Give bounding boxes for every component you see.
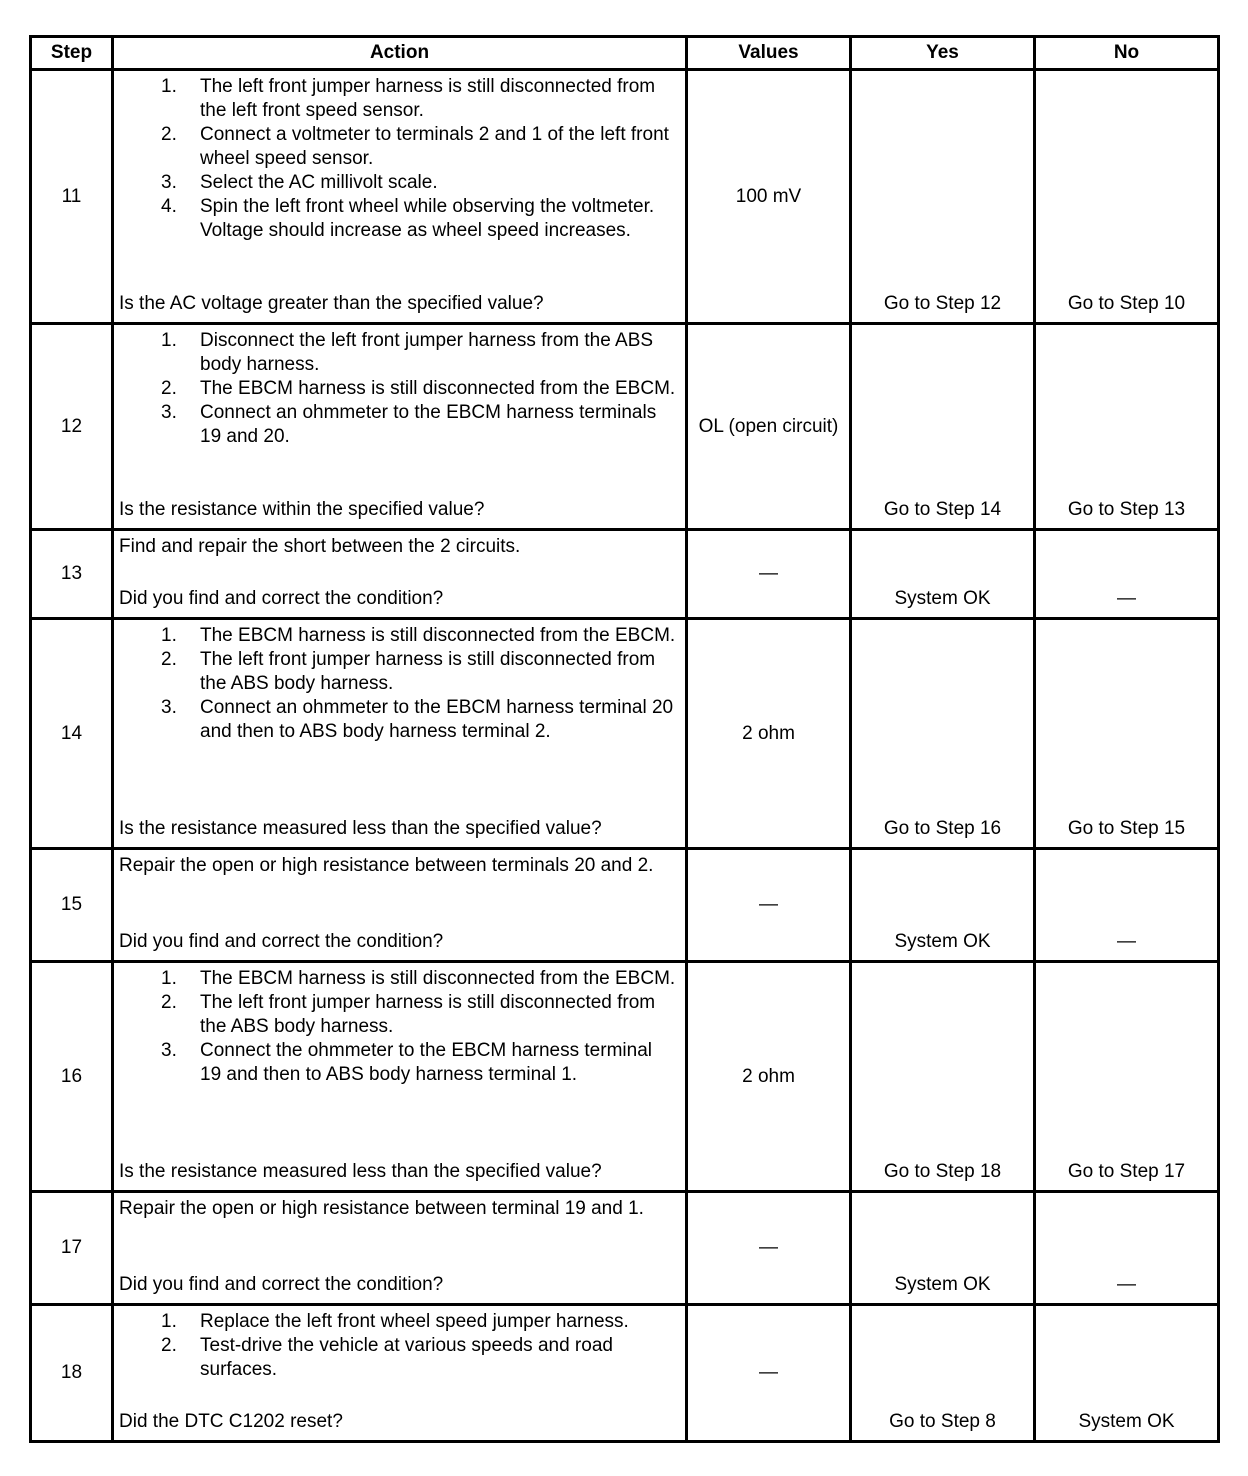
yes-cell: Go to Step 12 — [851, 70, 1035, 324]
action-question: Is the resistance measured less than the specified value? — [119, 1161, 602, 1182]
value-cell: 2 ohm — [687, 962, 851, 1192]
no-cell: Go to Step 13 — [1035, 324, 1219, 530]
no-cell: — — [1035, 1192, 1219, 1305]
action-question: Did you find and correct the condition? — [119, 931, 444, 952]
steps-list — [119, 624, 677, 744]
list-item — [119, 696, 677, 744]
action-question: Did you find and correct the condition? — [119, 1274, 444, 1295]
step-number: 17 — [31, 1192, 113, 1305]
value-cell: — — [687, 1305, 851, 1442]
list-item — [119, 195, 677, 243]
list-item-text: The left front jumper harness is still disconnected from the ABS body harness. — [200, 992, 656, 1037]
list-item-text: Connect an ohmmeter to the EBCM harness terminals 19 and 20. — [200, 402, 657, 447]
yes-cell: System OK — [851, 1192, 1035, 1305]
list-item-number: 2. — [161, 378, 177, 399]
list-item-text: Spin the left front wheel while observing the voltmeter. Voltage should increase as wheel speed increases. — [200, 196, 655, 241]
table-row — [31, 70, 1219, 324]
no-cell: — — [1035, 530, 1219, 619]
list-item — [119, 75, 677, 123]
list-item-number: 2. — [161, 1335, 177, 1356]
list-item-text: Disconnect the left front jumper harness from the ABS body harness. — [200, 330, 654, 375]
value-cell: — — [687, 1192, 851, 1305]
value-cell: 2 ohm — [687, 619, 851, 849]
list-item-number: 1. — [161, 76, 177, 97]
step-number: 11 — [31, 70, 113, 324]
value-cell: — — [687, 530, 851, 619]
yes-cell: Go to Step 14 — [851, 324, 1035, 530]
no-cell: — — [1035, 849, 1219, 962]
header-action: Action — [113, 37, 687, 70]
list-item-number: 1. — [161, 968, 177, 989]
action-question: Is the resistance within the specified value? — [119, 499, 485, 520]
list-item-text: Connect the ohmmeter to the EBCM harness terminal 19 and then to ABS body harness terminal 1. — [200, 1040, 652, 1085]
action-body — [119, 624, 677, 744]
list-item-number: 1. — [161, 1311, 177, 1332]
list-item-number: 3. — [161, 697, 177, 718]
action-question: Is the resistance measured less than the specified value? — [119, 818, 602, 839]
yes-cell: System OK — [851, 849, 1035, 962]
step-number: 16 — [31, 962, 113, 1192]
list-item — [119, 123, 677, 171]
action-body — [119, 535, 677, 559]
header-yes: Yes — [851, 37, 1035, 70]
list-item-number: 3. — [161, 402, 177, 423]
value-cell: OL (open circuit) — [687, 324, 851, 530]
list-item-number: 2. — [161, 992, 177, 1013]
step-number: 12 — [31, 324, 113, 530]
list-item-text: Select the AC millivolt scale. — [200, 172, 438, 193]
steps-list — [119, 329, 677, 449]
header-row — [31, 37, 1219, 70]
list-item-number: 1. — [161, 330, 177, 351]
list-item-number: 2. — [161, 649, 177, 670]
list-item — [119, 377, 677, 401]
action-body — [119, 1197, 677, 1221]
table-row — [31, 849, 1219, 962]
list-item — [119, 967, 677, 991]
value-cell: 100 mV — [687, 70, 851, 324]
list-item-text: Test-drive the vehicle at various speeds and road surfaces. — [200, 1335, 613, 1380]
action-cell — [113, 530, 687, 619]
action-body — [119, 967, 677, 1087]
list-item-text: The EBCM harness is still disconnected from the EBCM. — [200, 378, 676, 399]
step-number: 13 — [31, 530, 113, 619]
no-cell: System OK — [1035, 1305, 1219, 1442]
list-item — [119, 329, 677, 377]
list-item — [119, 1334, 677, 1382]
action-cell — [113, 324, 687, 530]
list-item-text: Connect a voltmeter to terminals 2 and 1 of the left front wheel speed sensor. — [200, 124, 669, 169]
list-item-text: The EBCM harness is still disconnected from the EBCM. — [200, 625, 676, 646]
steps-list — [119, 75, 677, 243]
list-item-text: The left front jumper harness is still disconnected from the left front speed sensor. — [200, 76, 656, 121]
table-row — [31, 530, 1219, 619]
action-body — [119, 1310, 677, 1382]
action-cell — [113, 1192, 687, 1305]
action-cell — [113, 1305, 687, 1442]
header-step: Step — [31, 37, 113, 70]
action-cell — [113, 619, 687, 849]
list-item — [119, 991, 677, 1039]
table-row — [31, 1305, 1219, 1442]
yes-cell: Go to Step 8 — [851, 1305, 1035, 1442]
header-values: Values — [687, 37, 851, 70]
list-item-number: 1. — [161, 625, 177, 646]
list-item-text: Connect an ohmmeter to the EBCM harness terminal 20 and then to ABS body harness terminal 2. — [200, 697, 674, 742]
list-item — [119, 401, 677, 449]
list-item — [119, 648, 677, 696]
steps-list — [119, 1310, 677, 1382]
action-body — [119, 854, 677, 878]
action-cell — [113, 849, 687, 962]
yes-cell: Go to Step 18 — [851, 962, 1035, 1192]
yes-cell: System OK — [851, 530, 1035, 619]
action-question: Is the AC voltage greater than the specified value? — [119, 293, 544, 314]
table-row — [31, 324, 1219, 530]
action-cell — [113, 70, 687, 324]
list-item-text: Replace the left front wheel speed jumper harness. — [200, 1311, 629, 1332]
yes-cell: Go to Step 16 — [851, 619, 1035, 849]
table-row — [31, 619, 1219, 849]
action-instruction: Find and repair the short between the 2 circuits. — [119, 536, 521, 557]
list-item — [119, 624, 677, 648]
list-item-number: 3. — [161, 1040, 177, 1061]
table-row — [31, 1192, 1219, 1305]
step-number: 15 — [31, 849, 113, 962]
list-item-text: The left front jumper harness is still disconnected from the ABS body harness. — [200, 649, 656, 694]
action-cell — [113, 962, 687, 1192]
list-item-text: The EBCM harness is still disconnected from the EBCM. — [200, 968, 676, 989]
steps-list — [119, 967, 677, 1087]
action-question: Did the DTC C1202 reset? — [119, 1411, 343, 1432]
action-question: Did you find and correct the condition? — [119, 588, 444, 609]
value-cell: — — [687, 849, 851, 962]
list-item — [119, 171, 677, 195]
action-body — [119, 329, 677, 449]
table-row — [31, 962, 1219, 1192]
action-instruction: Repair the open or high resistance between terminal 19 and 1. — [119, 1198, 644, 1219]
diagnostic-table — [29, 35, 1220, 1443]
step-number: 14 — [31, 619, 113, 849]
list-item-number: 3. — [161, 172, 177, 193]
step-number: 18 — [31, 1305, 113, 1442]
no-cell: Go to Step 17 — [1035, 962, 1219, 1192]
list-item — [119, 1310, 677, 1334]
action-body — [119, 75, 677, 243]
action-instruction: Repair the open or high resistance between terminals 20 and 2. — [119, 855, 654, 876]
no-cell: Go to Step 10 — [1035, 70, 1219, 324]
list-item — [119, 1039, 677, 1087]
list-item-number: 2. — [161, 124, 177, 145]
header-no: No — [1035, 37, 1219, 70]
list-item-number: 4. — [161, 196, 177, 217]
no-cell: Go to Step 15 — [1035, 619, 1219, 849]
